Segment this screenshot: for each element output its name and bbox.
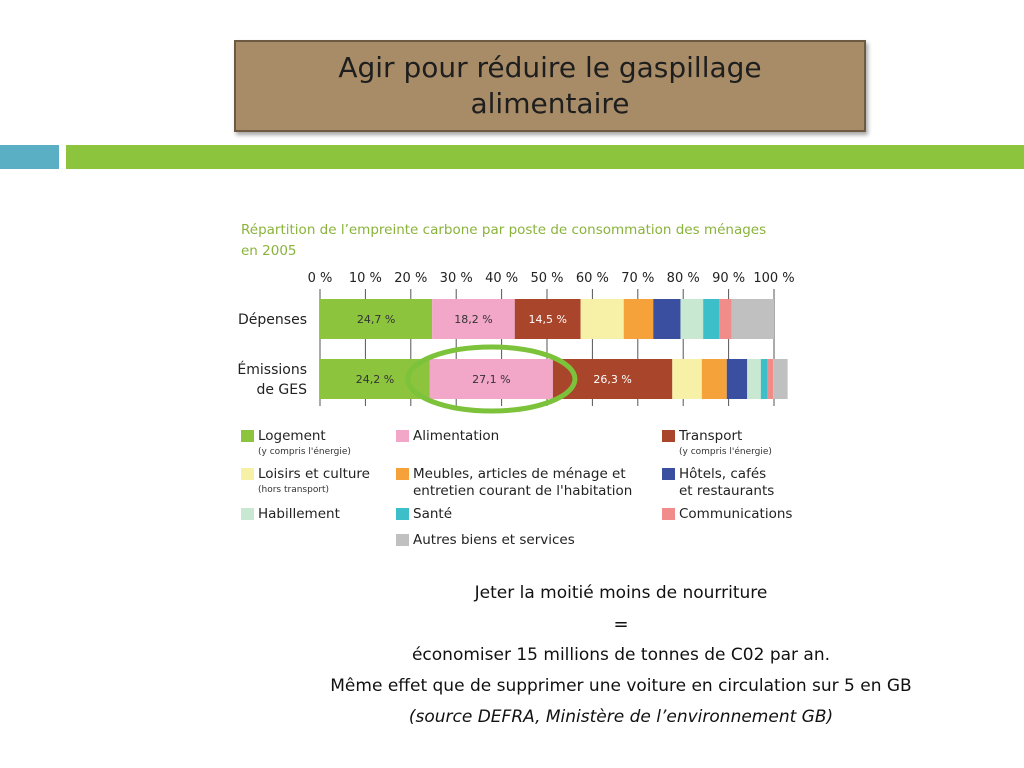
caption-text-block bbox=[230, 578, 1012, 733]
legend-label: Communications bbox=[679, 506, 793, 522]
legend-label: Hôtels, cafés bbox=[679, 466, 767, 482]
x-tick-label: 60 % bbox=[575, 271, 609, 286]
bar-data-label: 18,2 % bbox=[454, 313, 493, 326]
legend-swatch bbox=[241, 468, 254, 480]
category-label: Dépenses bbox=[238, 312, 307, 328]
caption-equals: = bbox=[613, 614, 629, 635]
slide-title-box bbox=[234, 40, 866, 132]
x-tick-label: 90 % bbox=[712, 271, 746, 286]
caption-line-1: Jeter la moitié moins de nourriture bbox=[474, 583, 768, 603]
bar-segment bbox=[702, 359, 727, 399]
legend-label: Meubles, articles de ménage et bbox=[413, 466, 626, 482]
x-tick-label: 50 % bbox=[530, 271, 564, 286]
bar-segment bbox=[747, 359, 761, 399]
bar-segment bbox=[581, 299, 624, 339]
legend-swatch bbox=[662, 430, 675, 442]
x-tick-label: 10 % bbox=[348, 271, 382, 286]
bar-data-label: 27,1 % bbox=[472, 373, 511, 386]
legend-swatch bbox=[662, 508, 675, 520]
chart-title-line-2: en 2005 bbox=[241, 243, 297, 259]
legend-label: Loisirs et culture bbox=[258, 466, 370, 482]
legend-label: et restaurants bbox=[679, 483, 775, 499]
x-tick-label: 30 % bbox=[439, 271, 473, 286]
caption-line-3: économiser 15 millions de tonnes de C02 par an. bbox=[411, 645, 831, 665]
legend-label: Alimentation bbox=[413, 428, 500, 444]
slide-title-line-1: Agir pour réduire le gaspillage bbox=[338, 51, 762, 84]
x-tick-label: 70 % bbox=[621, 271, 655, 286]
category-label: de GES bbox=[256, 382, 307, 398]
bar-segment bbox=[672, 359, 702, 399]
bar-segment bbox=[761, 359, 768, 399]
bar-segment bbox=[653, 299, 680, 339]
legend-swatch bbox=[241, 508, 254, 520]
legend-label: Transport bbox=[679, 428, 743, 444]
legend-sublabel: (y compris l'énergie) bbox=[258, 447, 351, 457]
legend-swatch bbox=[396, 534, 409, 546]
legend-label: Autres biens et services bbox=[413, 532, 575, 548]
legend-swatch bbox=[396, 468, 409, 480]
legend-swatch bbox=[396, 430, 409, 442]
bar-data-label: 14,5 % bbox=[528, 313, 567, 326]
bar-segment bbox=[727, 359, 747, 399]
x-tick-label: 80 % bbox=[666, 271, 700, 286]
bar-data-label: 26,3 % bbox=[593, 373, 632, 386]
category-label: Émissions bbox=[237, 362, 307, 378]
bar-segment bbox=[680, 299, 703, 339]
accent-band-teal bbox=[0, 145, 59, 169]
legend-label: Santé bbox=[413, 506, 452, 522]
chart-title-line-1: Répartition de l’empreinte carbone par poste de consommation des ménages bbox=[241, 222, 767, 238]
bar-segment bbox=[773, 359, 788, 399]
legend-sublabel: (hors transport) bbox=[258, 485, 330, 495]
bar-segment bbox=[719, 299, 732, 339]
x-tick-label: 100 % bbox=[753, 271, 795, 286]
bar-segment bbox=[703, 299, 719, 339]
bar-data-label: 24,2 % bbox=[355, 373, 395, 386]
legend-swatch bbox=[241, 430, 254, 442]
caption-line-4: Même effet que de supprimer une voiture en circulation sur 5 en GB bbox=[330, 676, 912, 696]
legend-label: Habillement bbox=[258, 506, 340, 522]
bar-segment bbox=[732, 299, 774, 339]
bar-data-label: 24,7 % bbox=[356, 313, 396, 326]
x-tick-label: 0 % bbox=[307, 271, 333, 286]
x-tick-label: 20 % bbox=[394, 271, 428, 286]
slide-title-line-2: alimentaire bbox=[470, 87, 630, 120]
caption-source: (source DEFRA, Ministère de l’environnement GB) bbox=[408, 707, 834, 727]
bar-segment bbox=[768, 359, 773, 399]
legend-swatch bbox=[396, 508, 409, 520]
legend-sublabel: (y compris l'énergie) bbox=[679, 447, 772, 457]
carbon-footprint-chart bbox=[230, 210, 800, 560]
x-tick-label: 40 % bbox=[485, 271, 519, 286]
legend-label: entretien courant de l'habitation bbox=[413, 483, 633, 499]
legend-swatch bbox=[662, 468, 675, 480]
legend-label: Logement bbox=[258, 428, 326, 444]
bar-segment bbox=[624, 299, 654, 339]
accent-band-green bbox=[66, 145, 1024, 169]
